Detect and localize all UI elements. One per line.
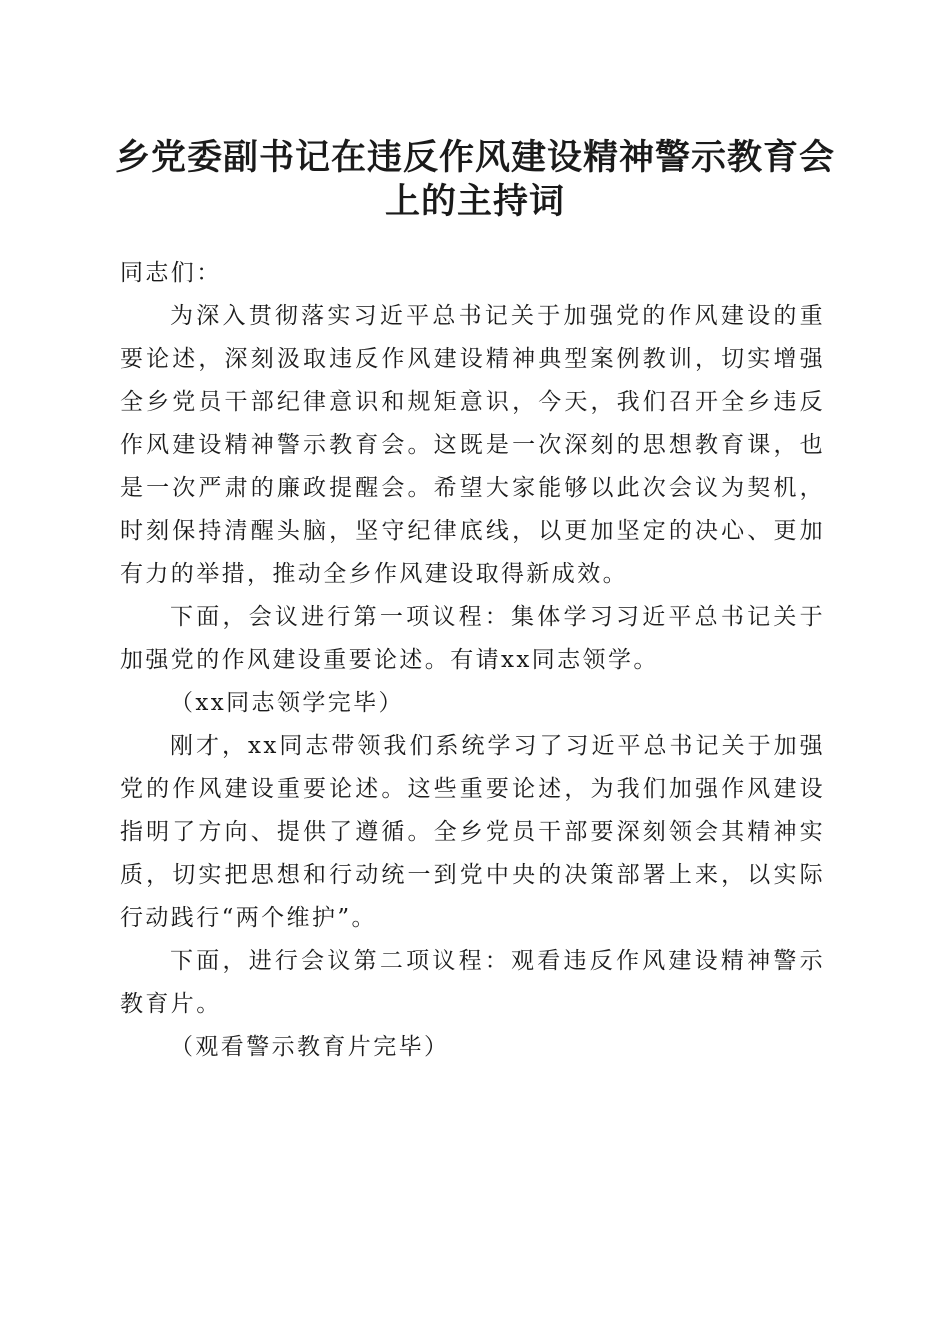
paragraph-intro: 为深入贯彻落实习近平总书记关于加强党的作风建设的重要论述，深刻汲取违反作风建设精神典型案例教训，切实增强全乡党员干部纪律意识和规矩意识，今天，我们召开全乡违反作风建设精神警示教育会。这既是一次深刻的思想教育课，也是一次严肃的廉政提醒会。希望大家能够以此次会议为契机，时刻保持清醒头脑，坚守纪律底线，以更加坚定的决心、更加有力的举措，推动全乡作风建设取得新成效。 (120, 303, 825, 587)
title-line-2: 上的主持词 (384, 181, 565, 222)
stage-note-1: （xx同志领学完毕） (170, 690, 404, 716)
stage-note-2: （观看警示教育片完毕） (170, 1034, 450, 1060)
document-body (120, 252, 825, 1069)
title-line-1: 乡党委副书记在违反作风建设精神警示教育会 (114, 137, 835, 178)
document-title (90, 136, 860, 224)
paragraph-summary: 刚才，xx同志带领我们系统学习了习近平总书记关于加强党的作风建设重要论述。这些重要论述，为我们加强作风建设指明了方向、提供了遵循。全乡党员干部要深刻领会其精神实质，切实把思想和行动统一到党中央的决策部署上来，以实际行动践行“两个维护”。 (120, 733, 825, 931)
greeting: 同志们： (120, 260, 222, 286)
paragraph-agenda-1: 下面，会议进行第一项议程：集体学习习近平总书记关于加强党的作风建设重要论述。有请xx同志领学。 (120, 604, 825, 673)
paragraph-agenda-2: 下面，进行会议第二项议程：观看违反作风建设精神警示教育片。 (120, 948, 825, 1017)
